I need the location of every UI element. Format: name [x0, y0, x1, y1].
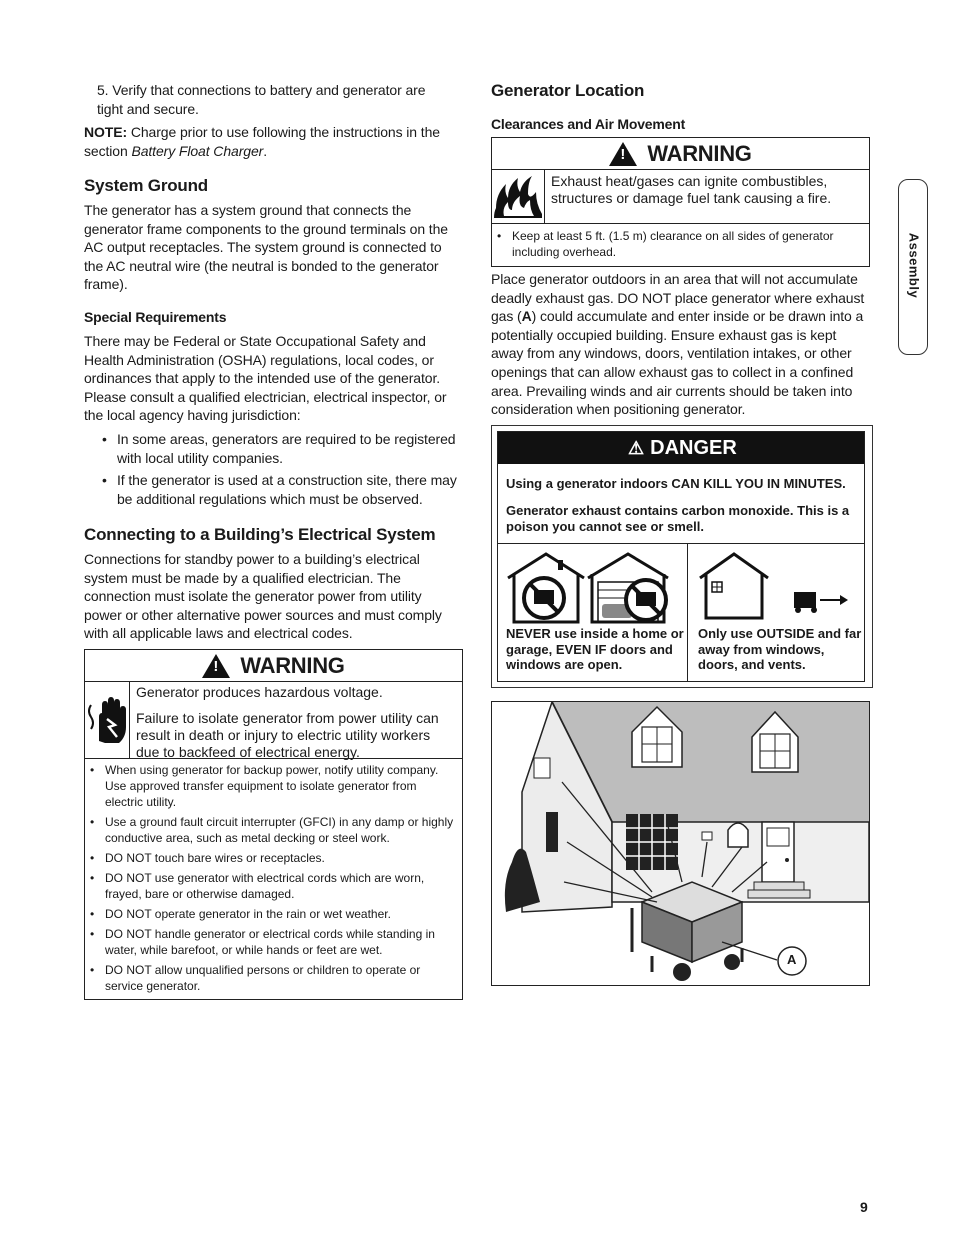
- special-requirements-list: [99, 430, 463, 512]
- danger-header: [498, 432, 864, 464]
- never-inside-panel: [498, 544, 688, 681]
- danger-title: DANGER: [650, 436, 737, 459]
- list-item: • DO NOT allow unqualified persons or children to operate or service generator.: [87, 962, 456, 994]
- electric-shock-icon: [85, 682, 130, 758]
- place-text-part-1: Place generator outdoors in an area that will not accumulate deadly exhaust gas. DO NOT place generator where exhaust gas (: [491, 271, 865, 325]
- danger-line-1: Using a generator indoors CAN KILL YOU IN MINUTES.: [506, 476, 846, 491]
- step-5: [97, 81, 452, 118]
- note-end: .: [263, 142, 267, 159]
- warning-bullet-list: [492, 224, 869, 260]
- outside-only-panel: [688, 544, 864, 681]
- warning-title: WARNING: [647, 140, 752, 166]
- no-indoor-use-icon: [506, 550, 681, 626]
- danger-line-2: Generator exhaust contains carbon monoxide. This is a poison you cannot see or smell.: [506, 502, 850, 534]
- warning-text: Exhaust heat/gases can ignite combustibles, structures or damage fuel tank causing a fire.: [551, 173, 832, 206]
- place-text-callout: A: [521, 308, 532, 325]
- place-generator-text: [491, 270, 871, 419]
- list-item: • If the generator is used at a construction site, there may be additional regulations which must be observed.: [99, 471, 463, 508]
- connecting-heading: Connecting to a Building’s Electrical System: [84, 525, 436, 544]
- voltage-warning-box: [84, 649, 463, 1000]
- note-italic: Battery Float Charger: [131, 142, 264, 159]
- list-item: • DO NOT use generator with electrical cords which are worn, frayed, bare or otherwise damaged.: [87, 870, 456, 902]
- list-item: • In some areas, generators are required to be registered with local utility companies.: [99, 430, 463, 467]
- generator-location-heading: Generator Location: [491, 81, 645, 100]
- note-text: Charge prior to use following the instructions in the section: [84, 124, 440, 159]
- warning-triangle-icon: !: [202, 654, 230, 678]
- warning-hazard-row: [492, 170, 869, 224]
- warning-line-2: Failure to isolate generator from power utility can result in death or injury to electric utility workers due to backfeed of electrical energy.: [136, 710, 439, 760]
- danger-pictograms: [498, 544, 864, 681]
- page-number: 9: [860, 1199, 868, 1215]
- danger-inner-frame: [497, 431, 865, 682]
- step-5-text: 5. Verify that connections to battery and generator are tight and secure.: [97, 82, 426, 117]
- outdoor-use-icon: [698, 550, 858, 622]
- warning-header: [85, 650, 462, 682]
- special-requirements-text: There may be Federal or State Occupational Safety and Health Administration (OSHA) regulations, local codes, or ordinances that apply to the intended use of the generator. Please consult a qualified electrician, electrical inspector, or the local agency having jurisdiction:: [84, 333, 447, 424]
- list-item: • Keep at least 5 ft. (1.5 m) clearance on all sides of generator including overhead.: [494, 228, 863, 260]
- list-item: • Use a ground fault circuit interrupter (GFCI) in any damp or highly conductive area, such as metal decking or steel work.: [87, 814, 456, 846]
- generator-placement-illustration: [491, 701, 870, 986]
- list-item: • DO NOT handle generator or electrical cords while standing in water, while barefoot, or while hands or feet are wet.: [87, 926, 456, 958]
- callout-a-label: A: [787, 952, 797, 967]
- warning-hazard-row: [85, 682, 462, 759]
- connecting-text: Connections for standby power to a building’s electrical system must be made by a qualified electrician. The connection must isolate the generator power from utility power or other alternative power sources and must comply with all applicable laws and electrical codes.: [84, 551, 442, 642]
- fire-icon: [492, 170, 545, 223]
- warning-line-1: Generator produces hazardous voltage.: [136, 684, 383, 700]
- warning-triangle-icon: !: [609, 142, 637, 166]
- fire-warning-box: [491, 137, 870, 267]
- outside-only-text: Only use OUTSIDE and far away from windows, doors, and vents.: [698, 626, 862, 672]
- place-text-part-2: ) could accumulate and enter inside or be drawn into a potentially occupied building. Ensure exhaust gas is kept away from any windows, doors, ventilation intakes, or other openings that can allow exhaust gas to collect in a confined area. Prevailing winds and air currents should be taken into consideration when positioning generator.: [491, 308, 864, 418]
- danger-label: [491, 425, 873, 688]
- warning-title: WARNING: [240, 652, 345, 678]
- clearances-heading: Clearances and Air Movement: [491, 116, 686, 132]
- system-ground-heading: System Ground: [84, 176, 208, 195]
- section-tab-assembly: [898, 179, 928, 355]
- list-item: • DO NOT touch bare wires or receptacles.: [87, 850, 456, 866]
- list-item: • DO NOT operate generator in the rain or wet weather.: [87, 906, 456, 922]
- system-ground-text: The generator has a system ground that connects the generator frame components to the ground terminals on the AC output receptacles. The system ground is connected to the AC neutral wire (the neutral is bonded to the generator frame).: [84, 202, 448, 293]
- list-item: • When using generator for backup power, notify utility company. Use approved transfer equipment to isolate generator from electric utility.: [87, 762, 456, 810]
- warning-bullet-list: [85, 759, 462, 994]
- danger-triangle-icon: ⚠: [628, 437, 645, 458]
- danger-message: [498, 464, 864, 544]
- warning-header: [492, 138, 869, 170]
- special-requirements-heading: Special Requirements: [84, 309, 227, 325]
- never-inside-text: NEVER use inside a home or garage, EVEN IF doors and windows are open.: [506, 626, 684, 672]
- section-tab-label: Assembly: [906, 232, 922, 299]
- note-paragraph: [84, 123, 456, 160]
- house-and-generator-drawing: [492, 702, 869, 985]
- note-label: NOTE:: [84, 124, 128, 140]
